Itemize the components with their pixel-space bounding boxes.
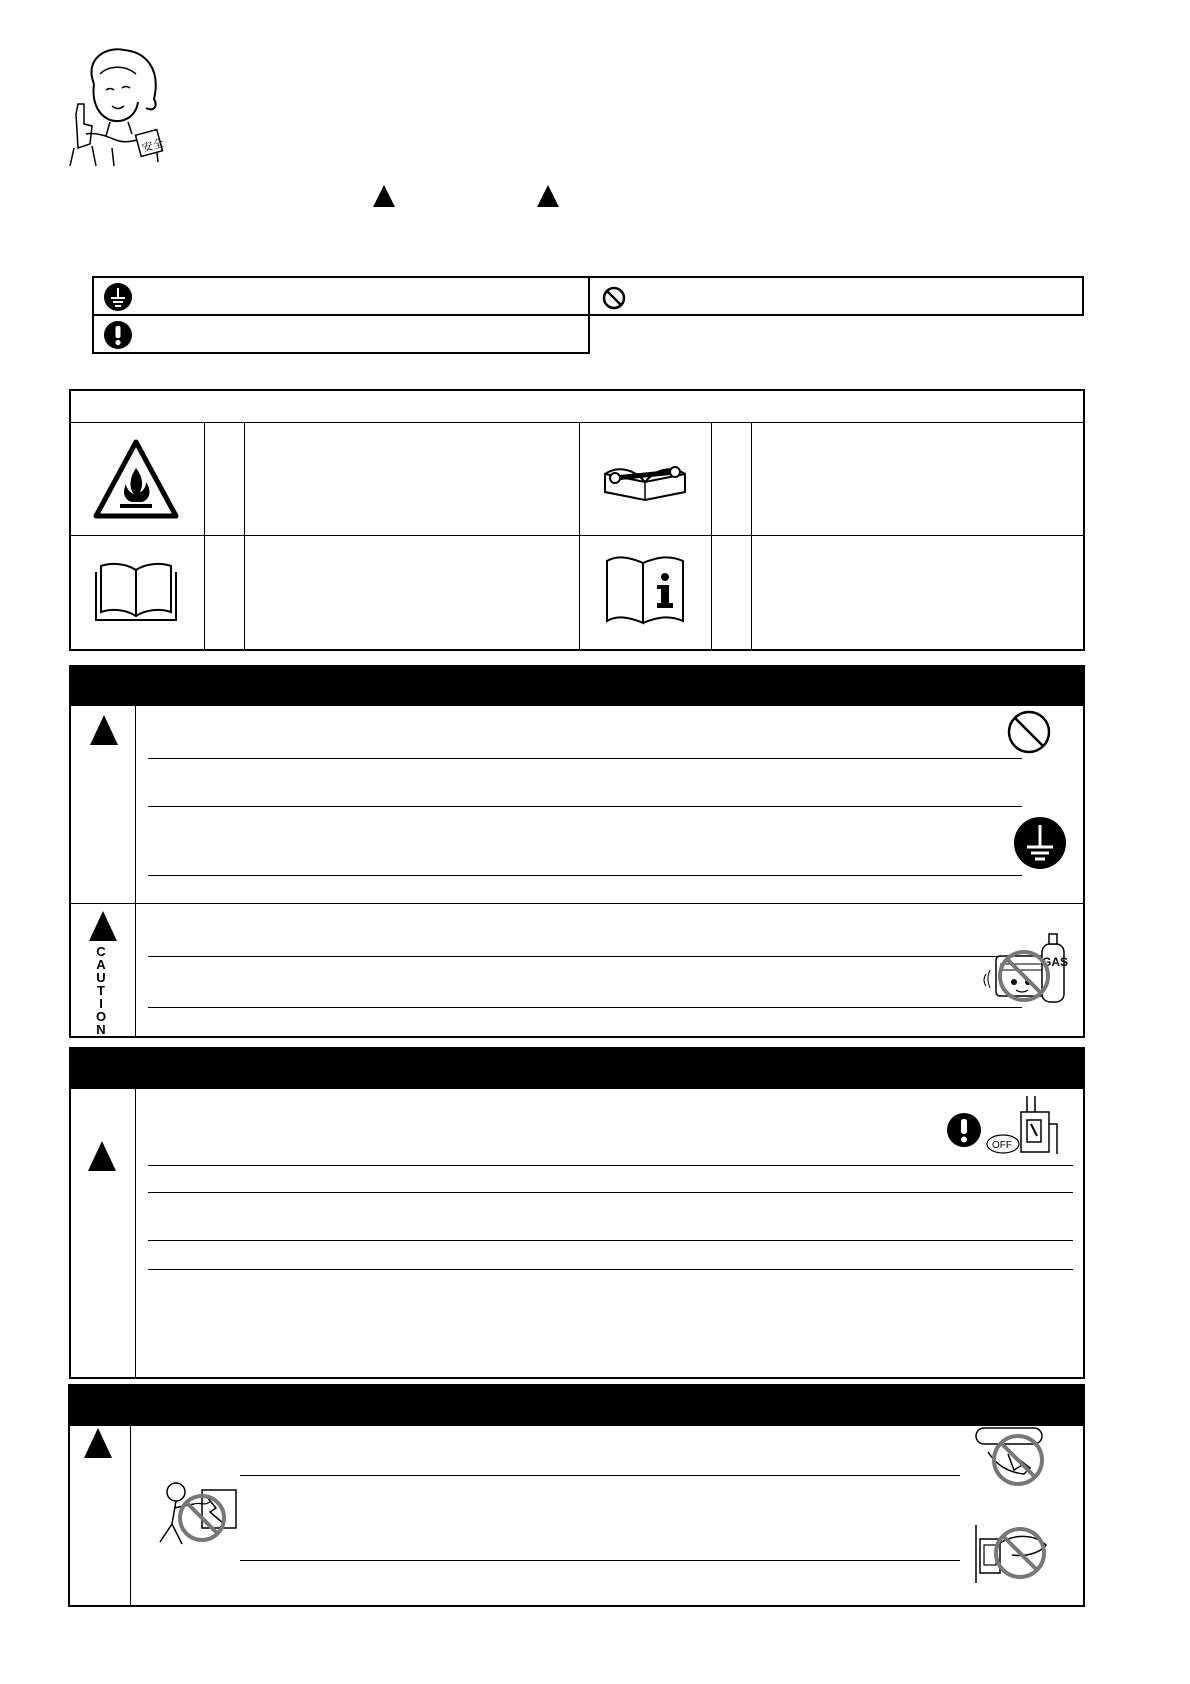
caution-triangle-icon	[537, 185, 559, 207]
warning-triangle-icon	[373, 185, 395, 207]
ground-icon	[104, 283, 132, 311]
off-label: OFF	[992, 1140, 1012, 1151]
ground-icon	[1014, 817, 1066, 869]
mascot-woman-illustration	[66, 44, 176, 169]
operating-instructions-icon	[603, 553, 687, 625]
flammable-warning-icon	[92, 438, 180, 522]
badge-text: 安全	[140, 136, 166, 155]
section1-body	[69, 704, 1085, 1038]
symbols-table-header-line	[69, 422, 1085, 423]
section1-header-bar	[69, 665, 1085, 706]
read-manual-icon	[93, 558, 179, 622]
prohibited-icon	[1006, 709, 1052, 755]
do-not-insert-hand-illustration	[968, 1424, 1062, 1490]
caution-triangle-icon	[89, 911, 117, 941]
section2-body	[69, 1087, 1085, 1379]
section3-header-bar	[68, 1384, 1085, 1426]
legend-prohibited-cell	[588, 276, 1084, 316]
section2-header-bar	[69, 1047, 1085, 1089]
prohibited-icon	[602, 286, 626, 310]
symbols-table	[69, 389, 1085, 651]
warning-triangle-icon	[88, 1141, 116, 1171]
switch-off-breaker-illustration	[985, 1094, 1061, 1158]
service-manual-icon	[601, 452, 689, 504]
no-wet-hands-illustration	[970, 1523, 1062, 1585]
no-gas-near-unit-illustration	[978, 930, 1080, 1006]
mandatory-icon	[104, 321, 132, 349]
warning-triangle-icon	[84, 1428, 112, 1458]
warning-triangle-icon	[90, 715, 118, 745]
caution-vertical-label: C A U T I O N	[95, 944, 107, 1037]
mandatory-icon	[947, 1113, 981, 1147]
legend-ground-cell	[92, 276, 590, 316]
legend-mandatory-cell	[92, 314, 590, 354]
do-not-pull-cord-illustration	[154, 1480, 240, 1552]
gas-label: GAS	[1042, 955, 1069, 969]
